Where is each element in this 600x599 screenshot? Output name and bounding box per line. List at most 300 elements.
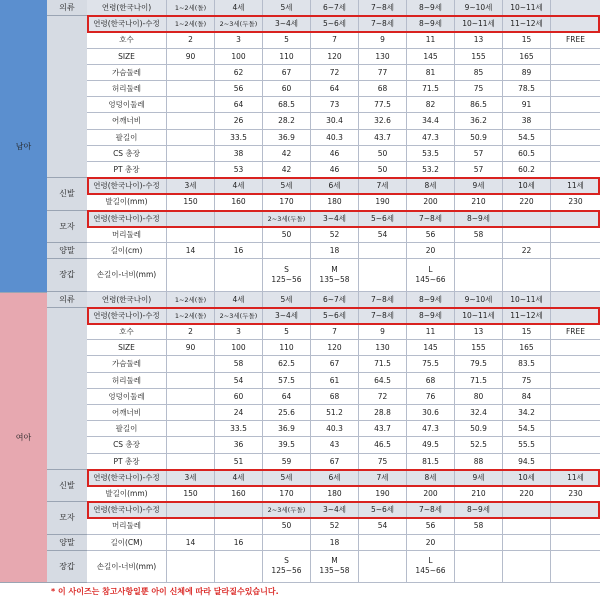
table-row [87,81,600,97]
table-cell: 91 [503,97,551,112]
table-cell: 42 [263,146,311,161]
table-cell [215,211,263,226]
table-cell: 38 [503,113,551,128]
table-cell: 1~2세(돌) [167,16,215,31]
table-cell: 5세 [263,178,311,193]
category-socks: 양말 [47,535,87,551]
table-cell: 16 [215,535,263,550]
table-cell [551,97,600,112]
table-cell: 25.6 [263,405,311,420]
category-hat: 모자 [47,502,87,534]
row-label: 머리둘레 [87,227,167,242]
table-cell: 5세 [263,292,311,307]
category-clothes: 의류 [47,292,87,308]
table-cell: 7~8세 [407,502,455,517]
table-cell: 59 [263,454,311,469]
table-cell: 15 [503,32,551,47]
table-cell: 3~4세 [311,502,359,517]
table-cell: 110 [263,49,311,64]
table-cell: 4세 [215,292,263,307]
table-cell: 5~6세 [311,16,359,31]
row-label: PT 총장 [87,162,167,177]
table-cell: 34.4 [407,113,455,128]
table-cell: 210 [455,486,503,501]
table-cell: 2~3세(두돌) [263,211,311,226]
table-cell: 53.5 [407,146,455,161]
table-cell: 2~3세(두돌) [215,16,263,31]
table-cell: 50 [263,227,311,242]
table-cell: 50 [359,146,407,161]
row-label: 어깨너비 [87,405,167,420]
row-label: SIZE [87,340,167,355]
table-cell [551,162,600,177]
table-cell: 200 [407,194,455,209]
row-label: 가슴둘레 [87,356,167,371]
row-label: 발길이(mm) [87,486,167,501]
table-cell: L 145~66 [407,259,455,290]
table-cell: 64 [215,97,263,112]
table-cell: 6~7세 [311,292,359,307]
table-cell: 24 [215,405,263,420]
category-clothes-fill [47,16,87,178]
table-cell: 88 [455,454,503,469]
table-cell: 68 [311,389,359,404]
table-cell: 120 [311,340,359,355]
table-cell [167,130,215,145]
table-cell: 2 [167,324,215,339]
table-cell [551,0,600,15]
table-cell [551,437,600,452]
table-cell [551,535,600,550]
table-cell: 90 [167,340,215,355]
table-cell [215,259,263,290]
table-cell: 57 [455,146,503,161]
table-cell: 28.8 [359,405,407,420]
table-cell: 72 [359,389,407,404]
table-cell: 5세 [263,470,311,485]
table-cell: 40.3 [311,130,359,145]
row-label: 머리둘레 [87,518,167,533]
table-cell: 82 [407,97,455,112]
table-cell [551,227,600,242]
table-cell: 100 [215,340,263,355]
table-cell [167,373,215,388]
table-cell: 10~11세 [503,292,551,307]
table-cell: 68.5 [263,97,311,112]
table-cell [263,243,311,258]
table-cell: 9세 [455,470,503,485]
table-cell [215,502,263,517]
table-cell: 5 [263,324,311,339]
table-cell: 61 [311,373,359,388]
row-label: 연령(한국나이)-수정 [87,211,167,226]
table-cell [551,454,600,469]
table-row [87,324,600,340]
table-cell: 33.5 [215,421,263,436]
table-cell: 60 [263,81,311,96]
table-cell: 180 [311,486,359,501]
table-cell [215,227,263,242]
table-cell: 54 [359,227,407,242]
table-cell: 200 [407,486,455,501]
table-cell: 4세 [215,0,263,15]
category-gloves: 장갑 [47,551,87,583]
table-cell: 7~8세 [407,211,455,226]
table-cell: 8~9세 [407,292,455,307]
table-cell: 7 [311,324,359,339]
table-cell: 6세 [311,470,359,485]
table-row [87,389,600,405]
table-cell [503,259,551,290]
table-cell [167,113,215,128]
table-cell [167,211,215,226]
table-cell: 54 [215,373,263,388]
table-cell: 67 [311,454,359,469]
table-cell: 54 [359,518,407,533]
section-boy-label: 남아 [0,0,47,293]
table-cell: 1~2세(돌) [167,292,215,307]
table-row [87,551,600,583]
table-cell: 6세 [311,178,359,193]
table-row [87,113,600,129]
table-cell: 145 [407,340,455,355]
table-cell: 8~9세 [407,16,455,31]
table-cell: 68 [359,81,407,96]
table-cell [167,227,215,242]
table-cell [551,389,600,404]
table-cell: 155 [455,49,503,64]
table-cell: 39.5 [263,437,311,452]
table-cell [167,389,215,404]
table-cell: 11~12세 [503,308,551,323]
table-cell: 8~9세 [455,211,503,226]
table-cell [551,146,600,161]
table-cell: 58 [455,227,503,242]
table-cell: 94.5 [503,454,551,469]
table-cell: 10~11세 [455,308,503,323]
table-cell: 160 [215,486,263,501]
table-cell [503,518,551,533]
table-cell: 22 [503,243,551,258]
table-cell: 53 [215,162,263,177]
footnote: * 이 사이즈는 참고사항일뿐 아이 신체에 따라 달라질수있습니다. [51,586,279,596]
table-cell: 54.5 [503,421,551,436]
table-cell: 57.5 [263,373,311,388]
table-cell: 43 [311,437,359,452]
table-cell: 64 [311,81,359,96]
row-label: 연령(한국나이)-수정 [87,502,167,517]
table-cell: FREE [565,327,585,337]
table-cell: 43.7 [359,421,407,436]
table-cell [551,81,600,96]
section-girl-label: 여아 [0,293,47,583]
category-clothes: 의류 [47,0,87,16]
table-cell: 32.6 [359,113,407,128]
table-cell [551,292,600,307]
table-cell [551,502,600,517]
table-cell: 38 [215,146,263,161]
category-shoes: 신발 [47,178,87,210]
table-cell: 150 [167,194,215,209]
table-cell: 11세 [551,470,600,485]
table-cell: 10~11세 [455,16,503,31]
table-cell: 72 [311,65,359,80]
table-cell: 7~8세 [359,308,407,323]
table-row [87,454,600,470]
table-cell [167,405,215,420]
table-cell: 4세 [215,178,263,193]
table-cell: 5세 [263,0,311,15]
table-row [87,535,600,551]
table-cell: 77.5 [359,97,407,112]
table-cell: 20 [407,535,455,550]
table-cell [551,49,600,64]
table-cell: 89 [503,65,551,80]
table-cell [167,421,215,436]
table-cell: 56 [407,227,455,242]
table-cell: 13 [455,32,503,47]
table-cell [551,65,600,80]
table-cell: 220 [503,194,551,209]
table-cell [551,551,600,582]
row-label: 연령(한국나이) [87,0,167,15]
table-row [87,259,600,291]
table-cell: 220 [503,486,551,501]
row-label: 호수 [87,32,167,47]
table-cell: 78.5 [503,81,551,96]
table-cell: 10세 [503,470,551,485]
table-cell [215,551,263,582]
table-cell: M 135~58 [311,259,359,290]
table-cell: 26 [215,113,263,128]
table-cell [503,535,551,550]
table-row [87,65,600,81]
table-cell: 13 [455,324,503,339]
table-row [87,470,600,486]
table-cell [503,551,551,582]
table-row [87,486,600,502]
table-cell: 81 [407,65,455,80]
table-cell: 75 [359,454,407,469]
table-cell: 230 [568,197,583,207]
table-cell: 64.5 [359,373,407,388]
table-cell: 84 [503,389,551,404]
table-cell: 15 [503,324,551,339]
table-cell: 50.9 [455,421,503,436]
table-cell: 18 [311,243,359,258]
table-cell: 9세 [455,178,503,193]
table-cell: 10세 [503,178,551,193]
table-row [87,178,600,194]
table-cell: 34.2 [503,405,551,420]
table-cell: 16 [215,243,263,258]
table-cell: 52 [311,518,359,533]
table-cell [167,356,215,371]
table-cell [503,227,551,242]
table-cell: 67 [263,65,311,80]
table-cell: 10~11세 [503,0,551,15]
table-cell: 75.5 [407,356,455,371]
row-label: 호수 [87,324,167,339]
table-cell: 28.2 [263,113,311,128]
table-row [87,308,600,324]
table-cell [167,97,215,112]
table-cell: 3~4세 [263,16,311,31]
table-cell: 7세 [359,470,407,485]
table-cell: 56 [407,518,455,533]
table-cell: 46.5 [359,437,407,452]
table-cell [551,356,600,371]
table-cell: 7~8세 [359,16,407,31]
table-cell: 75 [455,81,503,96]
table-cell: 64 [263,389,311,404]
table-cell: 8~9세 [455,502,503,517]
table-cell: 8~9세 [407,0,455,15]
table-cell [263,535,311,550]
row-label: SIZE [87,49,167,64]
table-cell: 55.5 [503,437,551,452]
table-cell: 7~8세 [359,292,407,307]
table-cell: 5~6세 [359,211,407,226]
table-cell [359,243,407,258]
table-cell: 2~3세(두돌) [215,308,263,323]
table-cell: 57 [455,162,503,177]
table-cell: 36 [215,437,263,452]
table-cell [551,308,600,323]
table-row [87,292,600,308]
table-cell [455,259,503,290]
table-cell: 9~10세 [455,292,503,307]
table-cell: 130 [359,49,407,64]
table-cell: 7~8세 [359,0,407,15]
table-cell: 49.5 [407,437,455,452]
table-cell: 1~2세(돌) [167,308,215,323]
table-cell: 14 [167,243,215,258]
row-label: 팔길이 [87,421,167,436]
table-row [87,502,600,518]
table-cell: 110 [263,340,311,355]
table-cell [167,454,215,469]
table-cell: 130 [359,340,407,355]
table-cell: 60.5 [503,146,551,161]
table-cell: 71.5 [407,81,455,96]
table-cell: 76 [407,389,455,404]
table-cell: 145 [407,49,455,64]
table-cell: 11~12세 [503,16,551,31]
table-cell [551,405,600,420]
table-cell [455,243,503,258]
table-row [87,49,600,65]
table-cell: 60.2 [503,162,551,177]
row-label: 연령(한국나이)-수정 [87,178,167,193]
table-cell [503,502,551,517]
table-row [87,356,600,372]
table-cell: 46 [311,162,359,177]
category-gloves: 장갑 [47,259,87,291]
table-cell: 170 [263,486,311,501]
table-cell [551,421,600,436]
table-row [87,227,600,243]
table-row [87,32,600,48]
table-cell [551,211,600,226]
table-cell: 9~10세 [455,0,503,15]
table-cell: 60 [215,389,263,404]
table-row [87,0,600,16]
row-label: PT 총장 [87,454,167,469]
table-cell: 50.9 [455,130,503,145]
table-cell: 9 [359,324,407,339]
table-cell: 160 [215,194,263,209]
table-cell: 85 [455,65,503,80]
table-cell: 150 [167,486,215,501]
table-row [87,194,600,210]
table-cell: 54.5 [503,130,551,145]
table-row [87,146,600,162]
table-cell: 71.5 [359,356,407,371]
table-cell: 1~2세(돌) [167,0,215,15]
row-label: 허리둘레 [87,373,167,388]
table-row [87,437,600,453]
table-row [87,243,600,259]
table-row [87,130,600,146]
table-cell: 3 [215,32,263,47]
table-cell [455,551,503,582]
table-cell: 81.5 [407,454,455,469]
table-cell: 50 [359,162,407,177]
table-cell [551,130,600,145]
table-cell: 30.4 [311,113,359,128]
table-cell: L 145~66 [407,551,455,582]
row-label: 손길이-너비(mm) [87,551,167,582]
table-cell [167,437,215,452]
table-cell: FREE [565,35,585,45]
table-row [87,211,600,227]
table-cell: 3~4세 [311,211,359,226]
table-cell: 100 [215,49,263,64]
table-cell: S 125~56 [263,551,311,582]
table-cell: 62 [215,65,263,80]
table-cell [167,518,215,533]
table-cell [455,535,503,550]
table-cell: 210 [455,194,503,209]
table-cell: 190 [359,486,407,501]
table-cell: 11 [407,32,455,47]
table-cell [503,211,551,226]
table-cell: 36.9 [263,130,311,145]
table-cell: 8~9세 [407,308,455,323]
table-cell [551,16,600,31]
table-cell: 43.7 [359,130,407,145]
table-cell: 170 [263,194,311,209]
table-cell: 3세 [167,470,215,485]
row-label: CS 총장 [87,146,167,161]
row-label: 손길이-너비(mm) [87,259,167,290]
table-cell: 51 [215,454,263,469]
table-cell [167,162,215,177]
row-label: 엉덩이둘레 [87,97,167,112]
table-cell: 4세 [215,470,263,485]
table-cell: 40.3 [311,421,359,436]
table-cell: 46 [311,146,359,161]
table-cell: 73 [311,97,359,112]
table-cell: 51.2 [311,405,359,420]
table-cell: 3세 [167,178,215,193]
table-row [87,340,600,356]
table-cell: 52.5 [455,437,503,452]
table-cell [215,518,263,533]
table-cell: 165 [503,49,551,64]
table-cell: 120 [311,49,359,64]
